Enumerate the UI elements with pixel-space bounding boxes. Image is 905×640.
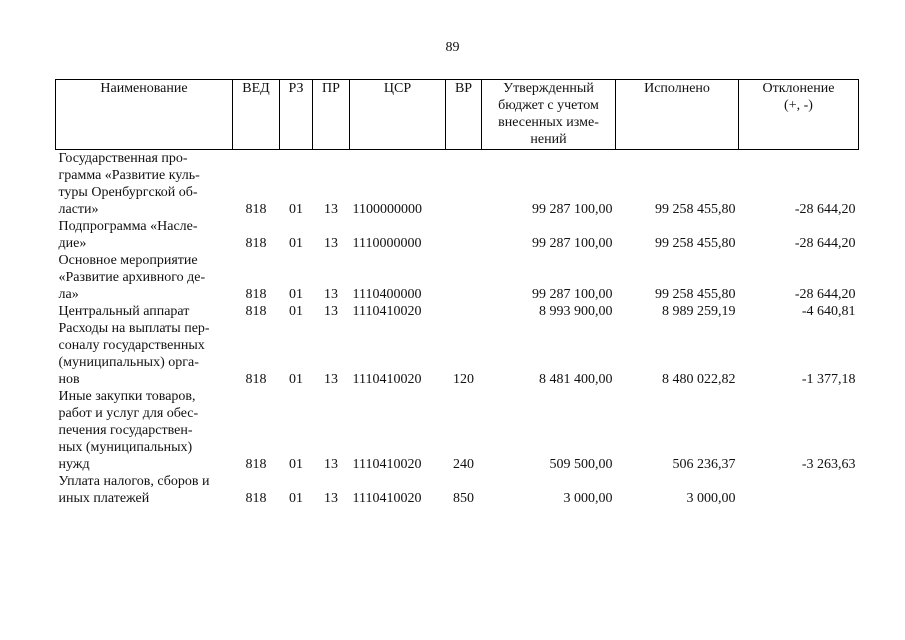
row-ved: 818 — [245, 287, 267, 302]
row-name-line: Подпрограмма «Насле- — [58, 219, 198, 234]
row-ved: 818 — [245, 236, 267, 251]
table-row — [56, 303, 859, 320]
row-name-line: Центральный аппарат — [58, 304, 190, 319]
row-rz: 01 — [289, 202, 303, 217]
row-name-line: грамма «Развитие куль- — [58, 168, 200, 183]
row-name — [56, 303, 233, 320]
row-name-line: Государственная про- — [58, 151, 188, 166]
row-ved: 818 — [245, 372, 267, 387]
table-row — [56, 252, 859, 303]
row-vr — [446, 252, 482, 303]
row-name — [56, 388, 233, 473]
header-deviation-line: Отклонение — [762, 81, 835, 96]
row-rz: 01 — [289, 457, 303, 472]
row-name — [56, 473, 233, 507]
row-budget: 99 287 100,00 — [532, 202, 613, 217]
row-name-line: дие» — [58, 236, 87, 251]
header-vr: ВР — [446, 80, 482, 150]
budget-execution-table — [55, 79, 859, 507]
row-rz: 01 — [289, 304, 303, 319]
row-csr: 1110000000 — [352, 236, 422, 251]
row-deviation — [739, 473, 859, 507]
row-name-line: Основное мероприятие — [58, 253, 198, 268]
row-budget: 99 287 100,00 — [532, 287, 613, 302]
row-rz: 01 — [289, 372, 303, 387]
row-budget: 509 500,00 — [549, 457, 613, 472]
header-executed: Исполнено — [616, 80, 739, 150]
row-rz: 01 — [289, 236, 303, 251]
table-body — [56, 150, 859, 508]
row-name-line: туры Оренбургской об- — [58, 185, 198, 200]
header-budget-line: внесенных изме- — [498, 115, 599, 130]
row-vr — [446, 218, 482, 252]
row-executed: 99 258 455,80 — [655, 202, 736, 217]
row-name-line: ных (муниципальных) — [58, 440, 193, 455]
row-budget: 8 481 400,00 — [539, 372, 613, 387]
row-name-line: «Развитие архивного де- — [58, 270, 206, 285]
row-name-line: (муниципальных) орга- — [58, 355, 199, 370]
header-name: Наименование — [56, 80, 233, 150]
row-rz: 01 — [289, 287, 303, 302]
page-number: 89 — [445, 40, 460, 55]
table-row — [56, 388, 859, 473]
table-row — [56, 150, 859, 219]
row-deviation: -28 644,20 — [794, 236, 856, 251]
row-name-line: Иные закупки товаров, — [58, 389, 196, 404]
row-csr: 1100000000 — [352, 202, 422, 217]
row-executed: 506 236,37 — [672, 457, 736, 472]
row-name-line: работ и услуг для обес- — [58, 406, 199, 421]
row-deviation: -28 644,20 — [794, 202, 856, 217]
row-pr: 13 — [324, 304, 338, 319]
row-ved: 818 — [245, 202, 267, 217]
row-vr: 120 — [453, 372, 474, 387]
row-budget: 3 000,00 — [563, 491, 613, 506]
row-pr: 13 — [324, 372, 338, 387]
row-pr: 13 — [324, 491, 338, 506]
row-csr: 1110410020 — [352, 491, 422, 506]
row-pr: 13 — [324, 236, 338, 251]
table-row — [56, 320, 859, 388]
row-name-line: ла» — [58, 287, 79, 302]
row-name — [56, 252, 233, 303]
row-name-line: нов — [58, 372, 80, 387]
row-ved: 818 — [245, 457, 267, 472]
row-name — [56, 320, 233, 388]
row-name-line: соналу государственных — [58, 338, 205, 353]
row-name-line: иных платежей — [58, 491, 150, 506]
header-deviation — [739, 80, 859, 150]
row-ved: 818 — [245, 491, 267, 506]
row-name-line: печения государствен- — [58, 423, 193, 438]
row-budget: 99 287 100,00 — [532, 236, 613, 251]
row-pr: 13 — [324, 287, 338, 302]
row-vr — [446, 150, 482, 219]
row-ved: 818 — [245, 304, 267, 319]
row-name-line: Расходы на выплаты пер- — [58, 321, 210, 336]
header-rz: РЗ — [280, 80, 313, 150]
header-deviation-line: (+, -) — [784, 98, 813, 113]
row-name — [56, 150, 233, 219]
row-executed: 8 480 022,82 — [662, 372, 736, 387]
row-deviation: -4 640,81 — [801, 304, 856, 319]
row-vr: 850 — [453, 491, 474, 506]
row-name-line: нужд — [58, 457, 90, 472]
row-deviation: -1 377,18 — [801, 372, 856, 387]
table-header-row — [56, 80, 859, 150]
table-row — [56, 473, 859, 507]
row-executed: 99 258 455,80 — [655, 287, 736, 302]
row-csr: 1110400000 — [352, 287, 422, 302]
row-pr: 13 — [324, 202, 338, 217]
row-name-line: ласти» — [58, 202, 99, 217]
row-name — [56, 218, 233, 252]
header-csr: ЦСР — [350, 80, 446, 150]
row-csr: 1110410020 — [352, 304, 422, 319]
row-csr: 1110410020 — [352, 372, 422, 387]
row-rz: 01 — [289, 491, 303, 506]
row-vr — [446, 303, 482, 320]
row-executed: 3 000,00 — [686, 491, 736, 506]
row-csr: 1110410020 — [352, 457, 422, 472]
header-budget-line: Утвержденный — [503, 81, 594, 96]
header-budget-line: бюджет с учетом — [498, 98, 599, 113]
header-ved: ВЕД — [233, 80, 280, 150]
table-row — [56, 218, 859, 252]
row-budget: 8 993 900,00 — [539, 304, 613, 319]
row-deviation: -28 644,20 — [794, 287, 856, 302]
header-budget-line: нений — [530, 132, 567, 147]
header-pr: ПР — [313, 80, 350, 150]
row-deviation: -3 263,63 — [801, 457, 856, 472]
row-executed: 99 258 455,80 — [655, 236, 736, 251]
row-executed: 8 989 259,19 — [662, 304, 736, 319]
row-name-line: Уплата налогов, сборов и — [58, 474, 210, 489]
row-pr: 13 — [324, 457, 338, 472]
header-budget — [482, 80, 616, 150]
row-vr: 240 — [453, 457, 474, 472]
